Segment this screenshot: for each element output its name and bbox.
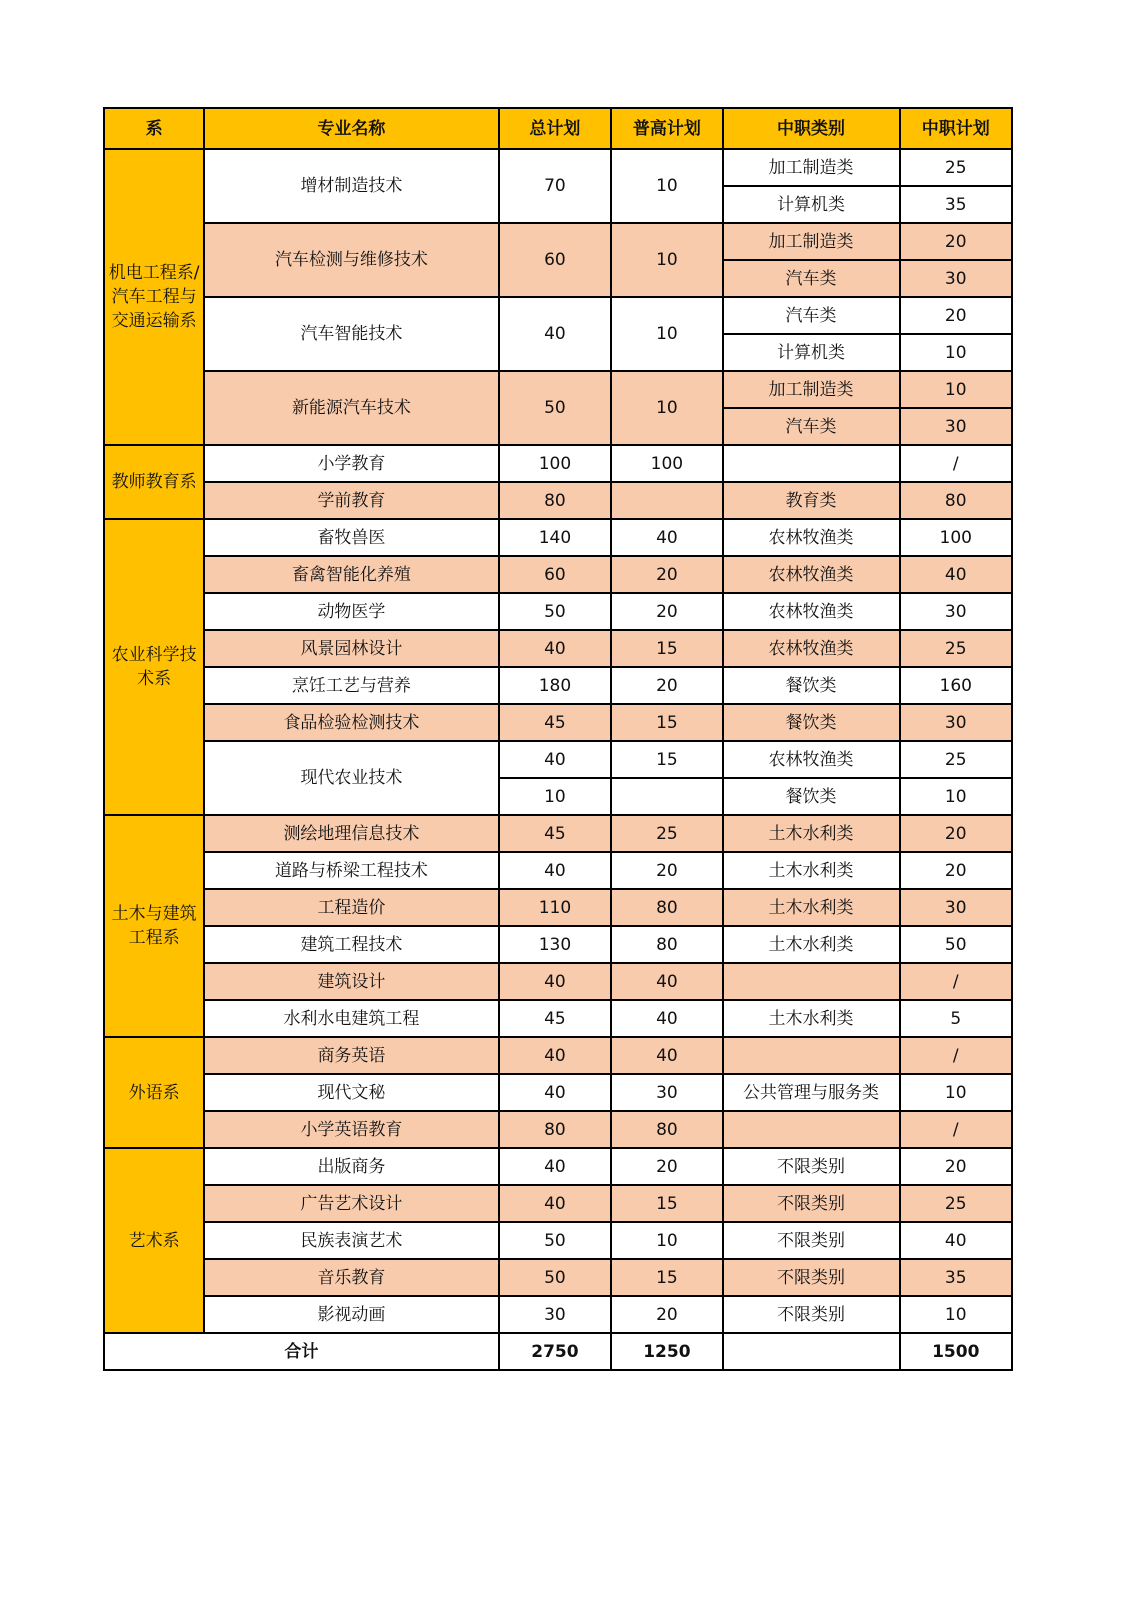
major-name-cell: 风景园林设计 bbox=[204, 630, 498, 667]
department-cell: 土木与建筑工程系 bbox=[104, 815, 204, 1037]
general-plan-cell: 20 bbox=[611, 556, 722, 593]
vocational-category-cell: 不限类别 bbox=[723, 1259, 900, 1296]
table-row bbox=[104, 1296, 1012, 1333]
general-plan-cell: 20 bbox=[611, 667, 722, 704]
general-plan-cell: 15 bbox=[611, 1259, 722, 1296]
vocational-plan-cell: 30 bbox=[900, 704, 1013, 741]
major-name-cell: 现代文秘 bbox=[204, 1074, 498, 1111]
department-cell: 外语系 bbox=[104, 1037, 204, 1148]
total-plan-cell: 40 bbox=[499, 852, 611, 889]
general-plan-cell: 20 bbox=[611, 1148, 722, 1185]
vocational-plan-cell: 100 bbox=[900, 519, 1013, 556]
table-row bbox=[104, 815, 1012, 852]
total-plan-cell: 70 bbox=[499, 149, 611, 223]
general-plan-cell: 15 bbox=[611, 630, 722, 667]
vocational-plan-cell: 20 bbox=[900, 815, 1013, 852]
major-name-cell: 音乐教育 bbox=[204, 1259, 498, 1296]
major-name-cell: 现代农业技术 bbox=[204, 741, 498, 815]
general-plan-cell: 25 bbox=[611, 815, 722, 852]
total-vocational-category bbox=[723, 1333, 900, 1370]
vocational-category-cell: 计算机类 bbox=[723, 334, 900, 371]
vocational-category-cell: 餐饮类 bbox=[723, 778, 900, 815]
total-plan-cell: 40 bbox=[499, 1185, 611, 1222]
vocational-plan-cell: 10 bbox=[900, 778, 1013, 815]
vocational-category-cell bbox=[723, 963, 900, 1000]
vocational-plan-cell: 25 bbox=[900, 149, 1013, 186]
table-row bbox=[104, 1074, 1012, 1111]
table-row bbox=[104, 741, 1012, 778]
vocational-plan-cell: 20 bbox=[900, 223, 1013, 260]
total-plan-cell: 45 bbox=[499, 1000, 611, 1037]
general-plan-cell: 40 bbox=[611, 1000, 722, 1037]
table-row bbox=[104, 149, 1012, 186]
total-plan-cell: 50 bbox=[499, 593, 611, 630]
general-plan-cell: 10 bbox=[611, 223, 722, 297]
total-plan-cell: 10 bbox=[499, 778, 611, 815]
general-plan-cell: 20 bbox=[611, 593, 722, 630]
major-name-cell: 水利水电建筑工程 bbox=[204, 1000, 498, 1037]
major-name-cell: 食品检验检测技术 bbox=[204, 704, 498, 741]
vocational-category-cell: 农林牧渔类 bbox=[723, 519, 900, 556]
vocational-category-cell: 农林牧渔类 bbox=[723, 630, 900, 667]
major-name-cell: 出版商务 bbox=[204, 1148, 498, 1185]
vocational-category-cell: 土木水利类 bbox=[723, 889, 900, 926]
total-plan-cell: 40 bbox=[499, 1037, 611, 1074]
total-plan-cell: 40 bbox=[499, 630, 611, 667]
vocational-category-cell: 公共管理与服务类 bbox=[723, 1074, 900, 1111]
major-name-cell: 动物医学 bbox=[204, 593, 498, 630]
vocational-category-cell: 不限类别 bbox=[723, 1185, 900, 1222]
vocational-category-cell: 不限类别 bbox=[723, 1222, 900, 1259]
general-plan-cell: 15 bbox=[611, 1185, 722, 1222]
vocational-category-cell: 加工制造类 bbox=[723, 149, 900, 186]
vocational-category-cell bbox=[723, 1037, 900, 1074]
total-plan-cell: 40 bbox=[499, 963, 611, 1000]
vocational-plan-cell: 160 bbox=[900, 667, 1013, 704]
vocational-category-cell: 教育类 bbox=[723, 482, 900, 519]
table-row bbox=[104, 630, 1012, 667]
total-label: 合计 bbox=[104, 1333, 499, 1370]
vocational-category-cell: 加工制造类 bbox=[723, 371, 900, 408]
major-name-cell: 广告艺术设计 bbox=[204, 1185, 498, 1222]
total-vocational-plan: 1500 bbox=[900, 1333, 1013, 1370]
table-row bbox=[104, 1111, 1012, 1148]
total-plan-cell: 80 bbox=[499, 1111, 611, 1148]
major-name-cell: 新能源汽车技术 bbox=[204, 371, 498, 445]
department-cell: 机电工程系/汽车工程与交通运输系 bbox=[104, 149, 204, 445]
table-row bbox=[104, 556, 1012, 593]
general-plan-cell: 30 bbox=[611, 1074, 722, 1111]
table-row bbox=[104, 889, 1012, 926]
table-row bbox=[104, 1000, 1012, 1037]
department-cell: 艺术系 bbox=[104, 1148, 204, 1333]
major-name-cell: 畜禽智能化养殖 bbox=[204, 556, 498, 593]
general-plan-cell: 40 bbox=[611, 1037, 722, 1074]
table-row bbox=[104, 704, 1012, 741]
major-name-cell: 学前教育 bbox=[204, 482, 498, 519]
total-plan-cell: 40 bbox=[499, 297, 611, 371]
major-name-cell: 增材制造技术 bbox=[204, 149, 498, 223]
vocational-category-cell: 计算机类 bbox=[723, 186, 900, 223]
major-name-cell: 汽车智能技术 bbox=[204, 297, 498, 371]
vocational-plan-cell: 25 bbox=[900, 1185, 1013, 1222]
vocational-plan-cell: 10 bbox=[900, 371, 1013, 408]
general-plan-cell: 40 bbox=[611, 519, 722, 556]
major-name-cell: 测绘地理信息技术 bbox=[204, 815, 498, 852]
general-plan-cell bbox=[611, 778, 722, 815]
vocational-plan-cell: 25 bbox=[900, 741, 1013, 778]
total-total-plan: 2750 bbox=[499, 1333, 611, 1370]
vocational-plan-cell: 35 bbox=[900, 1259, 1013, 1296]
total-plan-cell: 80 bbox=[499, 482, 611, 519]
vocational-plan-cell: 40 bbox=[900, 1222, 1013, 1259]
table-body bbox=[104, 149, 1012, 1333]
vocational-plan-cell: 10 bbox=[900, 1074, 1013, 1111]
table-row bbox=[104, 371, 1012, 408]
table-row bbox=[104, 519, 1012, 556]
general-plan-cell: 15 bbox=[611, 704, 722, 741]
general-plan-cell: 20 bbox=[611, 852, 722, 889]
table-row bbox=[104, 445, 1012, 482]
vocational-plan-cell: 30 bbox=[900, 260, 1013, 297]
general-plan-cell: 80 bbox=[611, 926, 722, 963]
header-row bbox=[104, 108, 1012, 149]
vocational-plan-cell: 30 bbox=[900, 408, 1013, 445]
major-name-cell: 汽车检测与维修技术 bbox=[204, 223, 498, 297]
vocational-category-cell: 汽车类 bbox=[723, 297, 900, 334]
header-general-plan: 普高计划 bbox=[611, 108, 722, 149]
table-row bbox=[104, 482, 1012, 519]
major-name-cell: 民族表演艺术 bbox=[204, 1222, 498, 1259]
vocational-category-cell: 农林牧渔类 bbox=[723, 556, 900, 593]
total-general-plan: 1250 bbox=[611, 1333, 722, 1370]
general-plan-cell: 80 bbox=[611, 889, 722, 926]
vocational-plan-cell: / bbox=[900, 963, 1013, 1000]
vocational-plan-cell: 25 bbox=[900, 630, 1013, 667]
general-plan-cell: 100 bbox=[611, 445, 722, 482]
total-plan-cell: 110 bbox=[499, 889, 611, 926]
vocational-category-cell bbox=[723, 445, 900, 482]
major-name-cell: 小学英语教育 bbox=[204, 1111, 498, 1148]
general-plan-cell: 10 bbox=[611, 297, 722, 371]
vocational-category-cell: 汽车类 bbox=[723, 260, 900, 297]
general-plan-cell: 10 bbox=[611, 149, 722, 223]
table-row bbox=[104, 667, 1012, 704]
general-plan-cell: 10 bbox=[611, 1222, 722, 1259]
vocational-plan-cell: / bbox=[900, 1111, 1013, 1148]
vocational-category-cell: 不限类别 bbox=[723, 1148, 900, 1185]
major-name-cell: 道路与桥梁工程技术 bbox=[204, 852, 498, 889]
enrollment-plan-table bbox=[103, 107, 1013, 1371]
vocational-plan-cell: 20 bbox=[900, 1148, 1013, 1185]
table-row bbox=[104, 1222, 1012, 1259]
vocational-category-cell: 农林牧渔类 bbox=[723, 741, 900, 778]
total-plan-cell: 60 bbox=[499, 223, 611, 297]
major-name-cell: 建筑设计 bbox=[204, 963, 498, 1000]
vocational-plan-cell: / bbox=[900, 1037, 1013, 1074]
vocational-plan-cell: 35 bbox=[900, 186, 1013, 223]
total-plan-cell: 50 bbox=[499, 1222, 611, 1259]
major-name-cell: 影视动画 bbox=[204, 1296, 498, 1333]
header-vocational-category: 中职类别 bbox=[723, 108, 900, 149]
department-cell: 农业科学技术系 bbox=[104, 519, 204, 815]
vocational-category-cell: 土木水利类 bbox=[723, 926, 900, 963]
vocational-category-cell: 土木水利类 bbox=[723, 1000, 900, 1037]
vocational-plan-cell: 20 bbox=[900, 297, 1013, 334]
major-name-cell: 畜牧兽医 bbox=[204, 519, 498, 556]
table-row bbox=[104, 1185, 1012, 1222]
vocational-plan-cell: 50 bbox=[900, 926, 1013, 963]
header-dept: 系 bbox=[104, 108, 204, 149]
vocational-plan-cell: 80 bbox=[900, 482, 1013, 519]
general-plan-cell: 20 bbox=[611, 1296, 722, 1333]
total-plan-cell: 45 bbox=[499, 704, 611, 741]
vocational-plan-cell: 40 bbox=[900, 556, 1013, 593]
vocational-plan-cell: 10 bbox=[900, 334, 1013, 371]
general-plan-cell: 80 bbox=[611, 1111, 722, 1148]
total-row bbox=[104, 1333, 1012, 1370]
general-plan-cell: 10 bbox=[611, 371, 722, 445]
vocational-plan-cell: 30 bbox=[900, 889, 1013, 926]
total-plan-cell: 140 bbox=[499, 519, 611, 556]
vocational-category-cell: 不限类别 bbox=[723, 1296, 900, 1333]
vocational-plan-cell: 30 bbox=[900, 593, 1013, 630]
total-plan-cell: 60 bbox=[499, 556, 611, 593]
major-name-cell: 烹饪工艺与营养 bbox=[204, 667, 498, 704]
total-plan-cell: 130 bbox=[499, 926, 611, 963]
table-row bbox=[104, 1037, 1012, 1074]
total-plan-cell: 45 bbox=[499, 815, 611, 852]
major-name-cell: 建筑工程技术 bbox=[204, 926, 498, 963]
table-row bbox=[104, 926, 1012, 963]
table-row bbox=[104, 297, 1012, 334]
vocational-category-cell: 加工制造类 bbox=[723, 223, 900, 260]
major-name-cell: 工程造价 bbox=[204, 889, 498, 926]
vocational-plan-cell: 5 bbox=[900, 1000, 1013, 1037]
vocational-category-cell: 土木水利类 bbox=[723, 852, 900, 889]
vocational-category-cell: 餐饮类 bbox=[723, 704, 900, 741]
department-cell: 教师教育系 bbox=[104, 445, 204, 519]
total-plan-cell: 40 bbox=[499, 1148, 611, 1185]
total-plan-cell: 50 bbox=[499, 1259, 611, 1296]
total-plan-cell: 40 bbox=[499, 741, 611, 778]
vocational-category-cell: 汽车类 bbox=[723, 408, 900, 445]
vocational-category-cell: 农林牧渔类 bbox=[723, 593, 900, 630]
vocational-plan-cell: / bbox=[900, 445, 1013, 482]
table-row bbox=[104, 852, 1012, 889]
major-name-cell: 小学教育 bbox=[204, 445, 498, 482]
table-row bbox=[104, 1148, 1012, 1185]
table-row bbox=[104, 963, 1012, 1000]
total-plan-cell: 100 bbox=[499, 445, 611, 482]
header-total-plan: 总计划 bbox=[499, 108, 611, 149]
general-plan-cell bbox=[611, 482, 722, 519]
header-major-name: 专业名称 bbox=[204, 108, 498, 149]
vocational-category-cell: 餐饮类 bbox=[723, 667, 900, 704]
table-row bbox=[104, 593, 1012, 630]
vocational-category-cell bbox=[723, 1111, 900, 1148]
table-row bbox=[104, 223, 1012, 260]
major-name-cell: 商务英语 bbox=[204, 1037, 498, 1074]
general-plan-cell: 40 bbox=[611, 963, 722, 1000]
vocational-plan-cell: 10 bbox=[900, 1296, 1013, 1333]
total-plan-cell: 30 bbox=[499, 1296, 611, 1333]
header-vocational-plan: 中职计划 bbox=[900, 108, 1013, 149]
general-plan-cell: 15 bbox=[611, 741, 722, 778]
vocational-category-cell: 土木水利类 bbox=[723, 815, 900, 852]
vocational-plan-cell: 20 bbox=[900, 852, 1013, 889]
total-plan-cell: 50 bbox=[499, 371, 611, 445]
table-row bbox=[104, 1259, 1012, 1296]
total-plan-cell: 40 bbox=[499, 1074, 611, 1111]
total-plan-cell: 180 bbox=[499, 667, 611, 704]
